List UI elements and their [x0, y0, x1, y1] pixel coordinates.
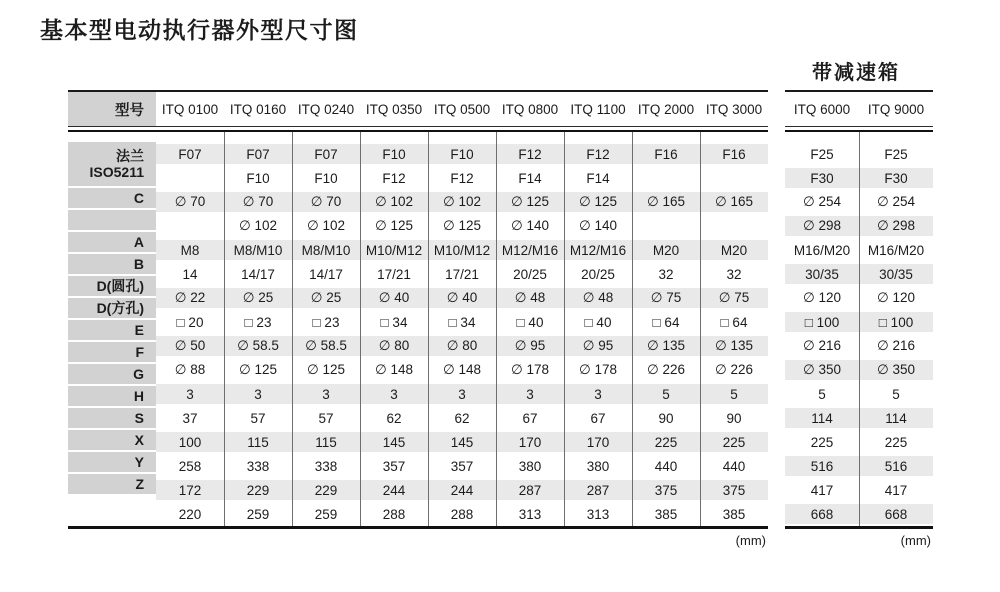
table-cell: M16/M20: [793, 242, 851, 258]
table-cell: 20/25: [513, 266, 547, 282]
table-cell: 287: [496, 478, 564, 502]
table-cell: ∅ 254: [802, 194, 842, 209]
table-cell: ∅ 140: [578, 218, 618, 233]
table-cell: □ 40: [516, 314, 544, 330]
table-cell: ∅ 135: [700, 334, 768, 358]
table-cell: 90: [658, 410, 674, 426]
table-cell: [700, 214, 768, 238]
column-divider: [292, 132, 293, 526]
row-label-text: 法兰: [116, 147, 144, 164]
table-cell: 3: [292, 382, 360, 406]
column-divider: [360, 132, 361, 526]
divider: [68, 526, 768, 529]
row-label: [68, 452, 156, 474]
row-label: [68, 408, 156, 430]
table-cell: 62: [454, 410, 470, 426]
table-cell: ∅ 125: [442, 218, 482, 233]
table-row: [156, 382, 768, 406]
table-cell: ∅ 226: [714, 362, 754, 377]
row-label: [68, 298, 156, 320]
table-cell: 145: [360, 430, 428, 454]
table-cell: 375: [700, 478, 768, 502]
table-row: [156, 478, 768, 502]
table-cell: □ 64: [720, 314, 748, 330]
table-cell: 170: [496, 430, 564, 454]
table-cell: 57: [318, 410, 334, 426]
table-cell: F25: [884, 146, 908, 162]
row-label-text: A: [133, 233, 144, 250]
table-cell: F14: [586, 170, 610, 186]
table-cell: □ 100: [785, 310, 859, 334]
column-header: ITQ 0100: [161, 101, 219, 117]
table-cell: 14/17: [241, 266, 275, 282]
table-cell: 5: [892, 386, 900, 402]
table-cell: M8/M10: [292, 238, 360, 262]
table-cell: ∅ 40: [360, 286, 428, 310]
table-cell: F30: [785, 166, 859, 190]
row-label-text: X: [134, 431, 144, 448]
table-cell: 3: [360, 382, 428, 406]
table-cell: [632, 166, 700, 190]
column-divider: [859, 132, 860, 526]
table-row: [156, 502, 768, 526]
table-cell: 287: [564, 478, 632, 502]
table-cell: 417: [810, 482, 834, 498]
table-row: [156, 214, 768, 238]
row-label: [68, 142, 156, 188]
column-header: ITQ 0800: [501, 101, 559, 117]
table-cell: ∅ 125: [306, 362, 346, 377]
divider: [785, 526, 933, 529]
table-cell: 67: [522, 410, 538, 426]
table-cell: F12: [564, 142, 632, 166]
table-row: [156, 334, 768, 358]
table-cell: 225: [700, 430, 768, 454]
row-label: [68, 364, 156, 386]
table-cell: ∅ 216: [876, 338, 916, 353]
column-divider: [564, 132, 565, 526]
table-cell: ∅ 95: [496, 334, 564, 358]
table-row: [156, 166, 768, 190]
table-cell: ∅ 140: [510, 218, 550, 233]
table-cell: F16: [632, 142, 700, 166]
table-cell: M12/M16: [564, 238, 632, 262]
unit-label: (mm): [735, 533, 766, 548]
row-label: [68, 276, 156, 298]
table-cell: ∅ 226: [646, 362, 686, 377]
table-cell: [700, 166, 768, 190]
table-cell: 3: [428, 382, 496, 406]
column-divider: [428, 132, 429, 526]
table-cell: 172: [156, 478, 224, 502]
table-cell: M20: [632, 238, 700, 262]
table-cell: ∅ 102: [238, 218, 278, 233]
table-cell: F10: [314, 170, 338, 186]
table-cell: ∅ 102: [428, 190, 496, 214]
table-cell: F10: [428, 142, 496, 166]
table-cell: 313: [586, 506, 610, 522]
table-row: [156, 430, 768, 454]
table-cell: F07: [292, 142, 360, 166]
column-header: ITQ 9000: [867, 101, 925, 117]
table-cell: 375: [632, 478, 700, 502]
table-cell: ∅ 298: [859, 214, 933, 238]
column-header: ITQ 2000: [637, 101, 695, 117]
table-cell: ∅ 165: [632, 190, 700, 214]
table-cell: 3: [156, 382, 224, 406]
column-header: ITQ 0240: [297, 101, 355, 117]
table-cell: ∅ 120: [876, 290, 916, 305]
column-header: ITQ 0350: [365, 101, 423, 117]
table-cell: 115: [224, 430, 292, 454]
column-divider: [496, 132, 497, 526]
table-cell: 5: [818, 386, 826, 402]
gearbox-table-body: [785, 132, 933, 526]
table-cell: □ 64: [652, 314, 680, 330]
table-cell: 225: [810, 434, 834, 450]
table-cell: 32: [658, 266, 674, 282]
row-label: [68, 232, 156, 254]
table-cell: ∅ 75: [632, 286, 700, 310]
table-cell: 220: [178, 506, 202, 522]
table-cell: 417: [884, 482, 908, 498]
table-cell: 516: [785, 454, 859, 478]
table-cell: M12/M16: [496, 238, 564, 262]
table-cell: 380: [586, 458, 610, 474]
main-dimensions-table: [68, 90, 768, 548]
model-header-label: 型号: [68, 92, 156, 126]
table-cell: 338: [246, 458, 270, 474]
table-cell: 3: [224, 382, 292, 406]
row-label-text: Y: [134, 453, 144, 470]
gearbox-table-header-row: [785, 92, 933, 126]
row-label: [68, 342, 156, 364]
table-cell: ∅ 125: [374, 218, 414, 233]
table-cell: ∅ 48: [564, 286, 632, 310]
table-cell: ∅ 254: [876, 194, 916, 209]
table-row: [156, 142, 768, 166]
table-cell: □ 40: [584, 314, 612, 330]
row-label-text: S: [134, 409, 144, 426]
main-table-body: [68, 132, 768, 526]
table-cell: 90: [726, 410, 742, 426]
table-cell: ∅ 70: [224, 190, 292, 214]
table-cell: 338: [314, 458, 338, 474]
column-header: ITQ 0500: [433, 101, 491, 117]
table-cell: ∅ 80: [428, 334, 496, 358]
table-cell: ∅ 102: [306, 218, 346, 233]
table-cell: □ 23: [312, 314, 340, 330]
row-label: [68, 188, 156, 210]
table-cell: ∅ 350: [785, 358, 859, 382]
table-cell: ∅ 22: [156, 286, 224, 310]
column-header: ITQ 6000: [793, 101, 851, 117]
table-cell: 288: [382, 506, 406, 522]
table-cell: M10/M12: [428, 238, 496, 262]
table-row: [156, 358, 768, 382]
main-data-grid: [156, 142, 768, 526]
row-label-text: Z: [135, 475, 144, 492]
table-cell: 3: [496, 382, 564, 406]
table-row: [156, 190, 768, 214]
row-label-text: H: [133, 387, 144, 404]
table-cell: 114: [859, 406, 933, 430]
row-label: [68, 430, 156, 452]
table-cell: F16: [700, 142, 768, 166]
row-label: [68, 320, 156, 342]
table-cell: [632, 214, 700, 238]
column-divider: [632, 132, 633, 526]
table-cell: ∅ 120: [802, 290, 842, 305]
table-cell: 5: [700, 382, 768, 406]
table-cell: ∅ 58.5: [292, 334, 360, 358]
table-cell: 259: [314, 506, 338, 522]
row-label: [68, 474, 156, 496]
table-cell: ∅ 125: [238, 362, 278, 377]
table-cell: M8/M10: [224, 238, 292, 262]
table-cell: 37: [182, 410, 198, 426]
table-cell: ∅ 102: [360, 190, 428, 214]
table-cell: F07: [156, 142, 224, 166]
row-label-text: G: [133, 365, 144, 382]
table-cell: 668: [859, 502, 933, 526]
table-cell: F12: [496, 142, 564, 166]
gearbox-section-title: 带减速箱: [812, 62, 900, 84]
row-label-text: D(方孔): [96, 299, 144, 316]
table-cell: ∅ 95: [564, 334, 632, 358]
table-cell: ∅ 125: [564, 190, 632, 214]
model-column-headers: [156, 92, 768, 126]
table-cell: 357: [450, 458, 474, 474]
table-cell: 100: [156, 430, 224, 454]
unit-label: (mm): [900, 533, 931, 548]
table-cell: 5: [632, 382, 700, 406]
table-cell: □ 34: [448, 314, 476, 330]
table-cell: 30/35: [785, 262, 859, 286]
table-cell: 229: [224, 478, 292, 502]
table-cell: ∅ 178: [510, 362, 550, 377]
table-cell: F10: [360, 142, 428, 166]
table-cell: 668: [785, 502, 859, 526]
table-cell: 440: [654, 458, 678, 474]
table-cell: 67: [590, 410, 606, 426]
table-cell: ∅ 216: [802, 338, 842, 353]
table-cell: ∅ 88: [174, 362, 206, 377]
table-cell: 357: [382, 458, 406, 474]
column-divider: [224, 132, 225, 526]
row-label-text-line2: ISO5211: [89, 164, 144, 180]
column-header: ITQ 3000: [705, 101, 763, 117]
table-cell: 115: [292, 430, 360, 454]
table-cell: 244: [428, 478, 496, 502]
table-cell: 225: [884, 434, 908, 450]
row-label-text: B: [133, 255, 144, 272]
table-cell: F25: [810, 146, 834, 162]
table-cell: 516: [859, 454, 933, 478]
column-divider: [700, 132, 701, 526]
table-cell: 259: [246, 506, 270, 522]
table-cell: 244: [360, 478, 428, 502]
table-cell: ∅ 50: [156, 334, 224, 358]
row-label: [68, 254, 156, 276]
table-cell: 14: [182, 266, 198, 282]
table-cell: M10/M12: [360, 238, 428, 262]
table-cell: ∅ 48: [496, 286, 564, 310]
page-title: 基本型电动执行器外型尺寸图: [40, 18, 359, 43]
table-cell: ∅ 350: [859, 358, 933, 382]
table-cell: 114: [785, 406, 859, 430]
table-cell: ∅ 125: [496, 190, 564, 214]
gearbox-dimensions-table: [785, 90, 933, 548]
table-cell: ∅ 70: [292, 190, 360, 214]
table-row: [156, 238, 768, 262]
row-label: [68, 210, 156, 232]
table-cell: □ 34: [380, 314, 408, 330]
row-label-text: C: [133, 189, 144, 206]
table-cell: ∅ 135: [632, 334, 700, 358]
table-row: [156, 310, 768, 334]
row-label-text: D(圆孔): [96, 277, 144, 294]
table-cell: ∅ 70: [156, 190, 224, 214]
table-cell: M20: [700, 238, 768, 262]
table-cell: ∅ 40: [428, 286, 496, 310]
table-cell: ∅ 25: [292, 286, 360, 310]
table-row: [156, 262, 768, 286]
table-row: [156, 454, 768, 478]
column-header: ITQ 1100: [570, 101, 626, 117]
table-cell: ∅ 298: [785, 214, 859, 238]
table-cell: [156, 214, 224, 238]
row-label: [68, 386, 156, 408]
table-cell: F12: [382, 170, 406, 186]
column-header: ITQ 0160: [229, 101, 287, 117]
table-cell: 17/21: [445, 266, 479, 282]
row-label-text: E: [134, 321, 144, 338]
table-cell: ∅ 178: [578, 362, 618, 377]
table-cell: 14/17: [309, 266, 343, 282]
table-cell: ∅ 58.5: [224, 334, 292, 358]
table-cell: 440: [722, 458, 746, 474]
table-cell: M8: [156, 238, 224, 262]
table-cell: 170: [564, 430, 632, 454]
table-cell: ∅ 25: [224, 286, 292, 310]
table-cell: 57: [250, 410, 266, 426]
table-cell: 229: [292, 478, 360, 502]
row-label-column: [68, 142, 156, 526]
table-cell: 385: [722, 506, 746, 522]
table-cell: ∅ 80: [360, 334, 428, 358]
table-cell: 17/21: [377, 266, 411, 282]
table-cell: 225: [632, 430, 700, 454]
table-cell: F30: [859, 166, 933, 190]
table-cell: [156, 166, 224, 190]
table-cell: ∅ 148: [442, 362, 482, 377]
table-row: [156, 286, 768, 310]
table-cell: F10: [246, 170, 270, 186]
table-cell: F12: [450, 170, 474, 186]
table-cell: M16/M20: [867, 242, 925, 258]
table-cell: 288: [450, 506, 474, 522]
table-cell: 30/35: [859, 262, 933, 286]
table-cell: ∅ 165: [700, 190, 768, 214]
table-cell: □ 100: [859, 310, 933, 334]
gearbox-column-headers: [785, 92, 933, 126]
table-cell: □ 23: [244, 314, 272, 330]
table-cell: 258: [178, 458, 202, 474]
table-row: [156, 406, 768, 430]
table-cell: 3: [564, 382, 632, 406]
row-label-text: F: [135, 343, 144, 360]
table-cell: F07: [224, 142, 292, 166]
table-cell: □ 20: [176, 314, 204, 330]
table-cell: 380: [518, 458, 542, 474]
table-cell: ∅ 148: [374, 362, 414, 377]
table-cell: 385: [654, 506, 678, 522]
table-cell: 313: [518, 506, 542, 522]
table-cell: 62: [386, 410, 402, 426]
table-cell: 32: [726, 266, 742, 282]
table-cell: 145: [428, 430, 496, 454]
main-table-header-row: [68, 92, 768, 126]
table-cell: ∅ 75: [700, 286, 768, 310]
table-cell: F14: [518, 170, 542, 186]
table-cell: 20/25: [581, 266, 615, 282]
